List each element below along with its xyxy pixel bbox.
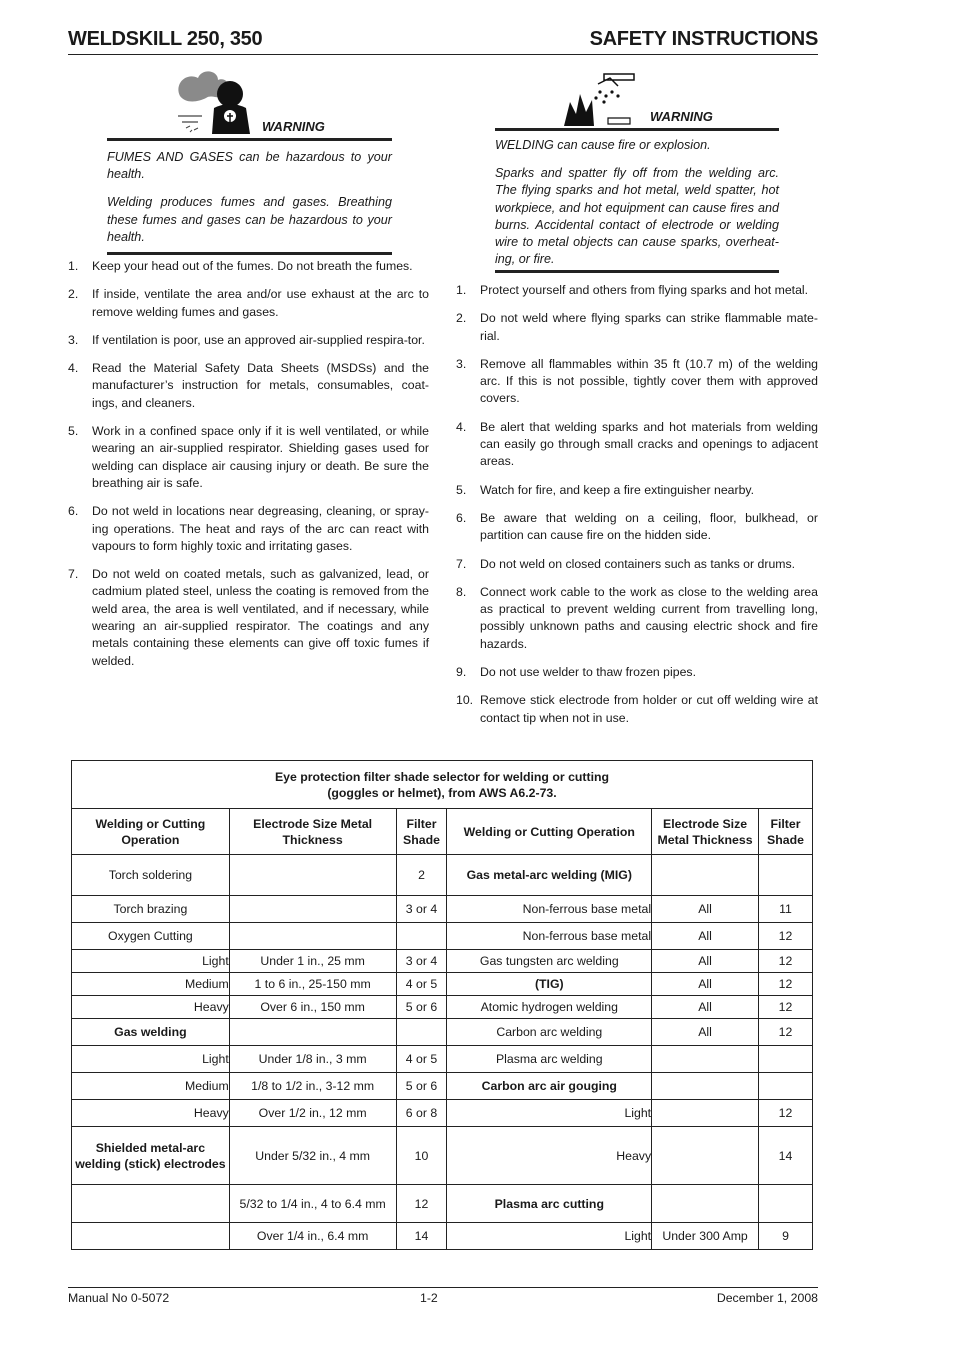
table-cell: Under 1/8 in., 3 mm <box>229 1046 396 1073</box>
table-cell <box>229 855 396 896</box>
table-cell: 12 <box>759 1019 813 1046</box>
item-number: 10. <box>456 693 474 708</box>
table-cell: Under 5/32 in., 4 mm <box>229 1127 396 1185</box>
table-row <box>72 996 813 1019</box>
table-row <box>72 950 813 973</box>
table-cell: 14 <box>759 1127 813 1185</box>
page-header <box>68 28 818 55</box>
table-cell: Medium <box>72 973 230 996</box>
table-cell: 5 or 6 <box>396 996 447 1019</box>
list-item <box>456 482 818 499</box>
fire-instruction-list <box>456 282 818 727</box>
item-number: 6. <box>456 510 467 525</box>
table-row <box>72 923 813 950</box>
list-item <box>68 332 429 349</box>
table-cell: 12 <box>759 950 813 973</box>
table-cell: Oxygen Cutting <box>72 923 230 950</box>
list-item <box>68 423 429 492</box>
item-text: Watch for fire, and keep a fire extinguisher nearby. <box>480 482 755 497</box>
table-cell: Medium <box>72 1073 230 1100</box>
fumes-instruction-list <box>68 258 429 670</box>
list-item <box>456 556 818 573</box>
table-row <box>72 1185 813 1223</box>
warning-text <box>107 141 392 246</box>
warning-paragraph: Sparks and spatter fly off from the welding arc. The flying sparks and hot metal, weld spatter, hot workpiece, and hot equipment can cause fires and burns. Accidental contact of electrode or welding wire to metal objects can cause sparks, overheat-ing, or fire. <box>495 166 779 267</box>
table-cell: 10 <box>396 1127 447 1185</box>
table-cell <box>652 855 759 896</box>
table-cell: 2 <box>396 855 447 896</box>
table-cell <box>759 855 813 896</box>
column-header: Filter Shade <box>759 809 813 855</box>
table-cell <box>652 1100 759 1127</box>
table-cell <box>759 1046 813 1073</box>
table-cell <box>72 1185 230 1223</box>
item-text: Do not weld on closed containers such as tanks or drums. <box>480 556 796 571</box>
table-cell: Under 300 Amp <box>652 1223 759 1250</box>
item-number: 5. <box>456 482 467 497</box>
table-cell <box>652 1073 759 1100</box>
list-item <box>68 258 429 275</box>
item-text: Protect yourself and others from flying sparks and hot metal. <box>480 283 809 297</box>
list-item <box>456 664 818 681</box>
table-cell: 6 or 8 <box>396 1100 447 1127</box>
table-row <box>72 1223 813 1250</box>
list-item <box>456 510 818 545</box>
table-cell: Light <box>447 1100 652 1127</box>
table-cell: 12 <box>759 996 813 1019</box>
warning-paragraph: Welding produces fumes and gases. Breathing these fumes and gases can be hazardous to your health. <box>107 195 392 244</box>
item-text: If ventilation is poor, use an approved air-supplied respira-tor. <box>92 332 425 347</box>
item-text: Do not weld on coated metals, such as galvanized, lead, or cadmium plated steel, unless the coating is removed from the weld area, the area is well ventilated, and if necessary, while wearing an air-supplied respirator. The coatings and any metals containing these elements can give off toxic fumes if welded. <box>92 567 429 668</box>
item-text: Be aware that welding on a ceiling, floor, bulkhead, or partition can cause fire on the hidden side. <box>480 510 818 543</box>
table-cell: 4 or 5 <box>396 973 447 996</box>
table-row <box>72 1046 813 1073</box>
table-cell: Plasma arc welding <box>447 1046 652 1073</box>
table-title-row <box>72 761 813 809</box>
table-cell: All <box>652 1019 759 1046</box>
table-cell: Non-ferrous base metal <box>447 923 652 950</box>
item-text: Remove all flammables within 35 ft (10.7 m) of the welding arc. If this is not possible, tightly cover them with approved covers. <box>480 356 818 406</box>
item-text: Do not weld in locations near degreasing, cleaning, or spray-ing operations. The heat and rays of the arc can react with vapours to form highly toxic and irritating gases. <box>92 504 429 553</box>
column-header: Electrode Size Metal Thickness <box>652 809 759 855</box>
item-text: Work in a confined space only if it is well ventilated, or while wearing an air-supplied respirator. Shielding gases used for welding can displace air causing injury or death. Be sure the breathing air is safe. <box>92 424 429 490</box>
item-text: Keep your head out of the fumes. Do not breath the fumes. <box>92 259 413 273</box>
table-title <box>72 761 813 809</box>
manual-number: Manual No 0-5072 <box>68 1291 170 1305</box>
warning-paragraph: FUMES AND GASES can be hazardous to your health. <box>107 150 392 182</box>
table-cell: Gas metal-arc welding (MIG) <box>447 855 652 896</box>
item-number: 7. <box>68 567 79 582</box>
list-item <box>456 310 818 345</box>
table-cell: Non-ferrous base metal <box>447 896 652 923</box>
table-cell: Carbon arc air gouging <box>447 1073 652 1100</box>
table-row <box>72 896 813 923</box>
table-cell: Light <box>447 1223 652 1250</box>
warning-paragraph: WELDING can cause fire or explosion. <box>495 138 711 152</box>
table-cell: Plasma arc cutting <box>447 1185 652 1223</box>
item-number: 4. <box>456 419 467 434</box>
page-footer <box>68 1287 818 1305</box>
list-item <box>68 566 429 670</box>
table-cell: Atomic hydrogen welding <box>447 996 652 1019</box>
table-cell <box>652 1185 759 1223</box>
table-cell: Gas welding <box>72 1019 230 1046</box>
table-cell: 12 <box>759 923 813 950</box>
table-row <box>72 1019 813 1046</box>
table-cell <box>229 896 396 923</box>
table-cell <box>229 923 396 950</box>
table-cell: 3 or 4 <box>396 950 447 973</box>
left-instructions <box>68 258 429 681</box>
table-cell: 12 <box>396 1185 447 1223</box>
table-cell: Carbon arc welding <box>447 1019 652 1046</box>
table-cell: 12 <box>759 1100 813 1127</box>
table-cell: Over 1/4 in., 6.4 mm <box>229 1223 396 1250</box>
table-title-line: Eye protection filter shade selector for welding or cutting <box>274 769 610 784</box>
table-cell: 14 <box>396 1223 447 1250</box>
fumes-warning-box <box>107 119 392 255</box>
table-cell: 1 to 6 in., 25-150 mm <box>229 973 396 996</box>
table-cell: 12 <box>759 973 813 996</box>
table-cell: Gas tungsten arc welding <box>447 950 652 973</box>
item-number: 2. <box>456 311 467 326</box>
table-cell <box>652 1046 759 1073</box>
table-cell <box>759 1073 813 1100</box>
table-cell <box>396 923 447 950</box>
column-header: Welding or Cutting Operation <box>72 809 230 855</box>
table-row <box>72 1127 813 1185</box>
list-item <box>456 692 818 727</box>
table-row <box>72 1073 813 1100</box>
item-text: Do not use welder to thaw frozen pipes. <box>480 665 697 680</box>
table-cell: 11 <box>759 896 813 923</box>
item-text: Read the Material Safety Data Sheets (MSDSs) and the manufacturer’s instruction for metals, consumables, coat-ings, and cleaners. <box>92 361 429 410</box>
table-cell: 5/32 to 1/4 in., 4 to 6.4 mm <box>229 1185 396 1223</box>
item-number: 9. <box>456 665 467 680</box>
table-cell: All <box>652 950 759 973</box>
column-header: Filter Shade <box>396 809 447 855</box>
table-cell: Under 1 in., 25 mm <box>229 950 396 973</box>
warning-rule <box>495 270 779 273</box>
column-header: Electrode Size Metal Thickness <box>229 809 396 855</box>
list-item <box>456 584 818 653</box>
warning-label: WARNING <box>262 119 325 134</box>
table-cell: 9 <box>759 1223 813 1250</box>
footer-date: December 1, 2008 <box>716 1291 818 1305</box>
table-cell: 4 or 5 <box>396 1046 447 1073</box>
warning-label: WARNING <box>650 109 713 124</box>
item-number: 5. <box>68 424 79 439</box>
filter-shade-table <box>71 760 813 1250</box>
table-cell: All <box>652 896 759 923</box>
table-cell: Shielded metal-arc welding (stick) electrodes <box>72 1127 230 1185</box>
page-number: 1-2 <box>420 1291 438 1305</box>
item-number: 7. <box>456 556 467 571</box>
right-instructions <box>456 282 818 738</box>
table-cell: Heavy <box>447 1127 652 1185</box>
table-cell: 5 or 6 <box>396 1073 447 1100</box>
table-cell: All <box>652 923 759 950</box>
fire-warning-box <box>495 109 779 273</box>
column-header: Welding or Cutting Operation <box>447 809 652 855</box>
table-cell: Heavy <box>72 996 230 1019</box>
item-text: Connect work cable to the work as close to the welding area as practical to prevent welding current from travelling long, possibly unknown paths and causing electric shock and fire hazards. <box>480 584 818 651</box>
item-number: 1. <box>456 283 467 297</box>
list-item <box>68 286 429 321</box>
item-number: 2. <box>68 287 79 302</box>
table-cell: (TIG) <box>447 973 652 996</box>
table-header-row <box>72 809 813 855</box>
manual-title: WELDSKILL 250, 350 <box>68 28 263 50</box>
table-row <box>72 855 813 896</box>
table-cell: Torch soldering <box>72 855 230 896</box>
table-cell <box>759 1185 813 1223</box>
table-cell: Over 6 in., 150 mm <box>229 996 396 1019</box>
list-item <box>68 503 429 555</box>
table-cell: 3 or 4 <box>396 896 447 923</box>
item-number: 6. <box>68 504 79 519</box>
list-item <box>456 419 818 471</box>
table-row <box>72 1100 813 1127</box>
section-title: SAFETY INSTRUCTIONS <box>589 28 818 50</box>
table-cell: Torch brazing <box>72 896 230 923</box>
item-text: Do not weld where flying sparks can strike flammable mate-rial. <box>480 311 818 343</box>
table-cell: All <box>652 996 759 1019</box>
table-cell <box>229 1019 396 1046</box>
warning-text <box>495 131 779 268</box>
table-title-line: (goggles or helmet), from AWS A6.2-73. <box>327 785 557 800</box>
item-text: If inside, ventilate the area and/or use exhaust at the arc to remove welding fumes and gases. <box>92 287 429 319</box>
item-number: 3. <box>456 356 467 371</box>
table-cell <box>396 1019 447 1046</box>
table-cell: 1/8 to 1/2 in., 3-12 mm <box>229 1073 396 1100</box>
item-text: Remove stick electrode from holder or cut off welding wire at contact tip when not in use. <box>480 693 818 725</box>
list-item <box>456 282 818 299</box>
list-item <box>68 360 429 412</box>
table-cell <box>652 1127 759 1185</box>
table-cell: Light <box>72 950 230 973</box>
warning-rule <box>107 252 392 255</box>
table-cell: Over 1/2 in., 12 mm <box>229 1100 396 1127</box>
item-number: 8. <box>456 584 467 599</box>
table-row <box>72 973 813 996</box>
table-cell: Light <box>72 1046 230 1073</box>
item-number: 4. <box>68 361 79 376</box>
list-item <box>456 356 818 408</box>
item-number: 3. <box>68 332 79 347</box>
item-text: Be alert that welding sparks and hot materials from welding can easily go through small cracks and openings to adjacent areas. <box>480 419 818 469</box>
table-cell: All <box>652 973 759 996</box>
table-cell: Heavy <box>72 1100 230 1127</box>
table-cell <box>72 1223 230 1250</box>
item-number: 1. <box>68 259 79 273</box>
